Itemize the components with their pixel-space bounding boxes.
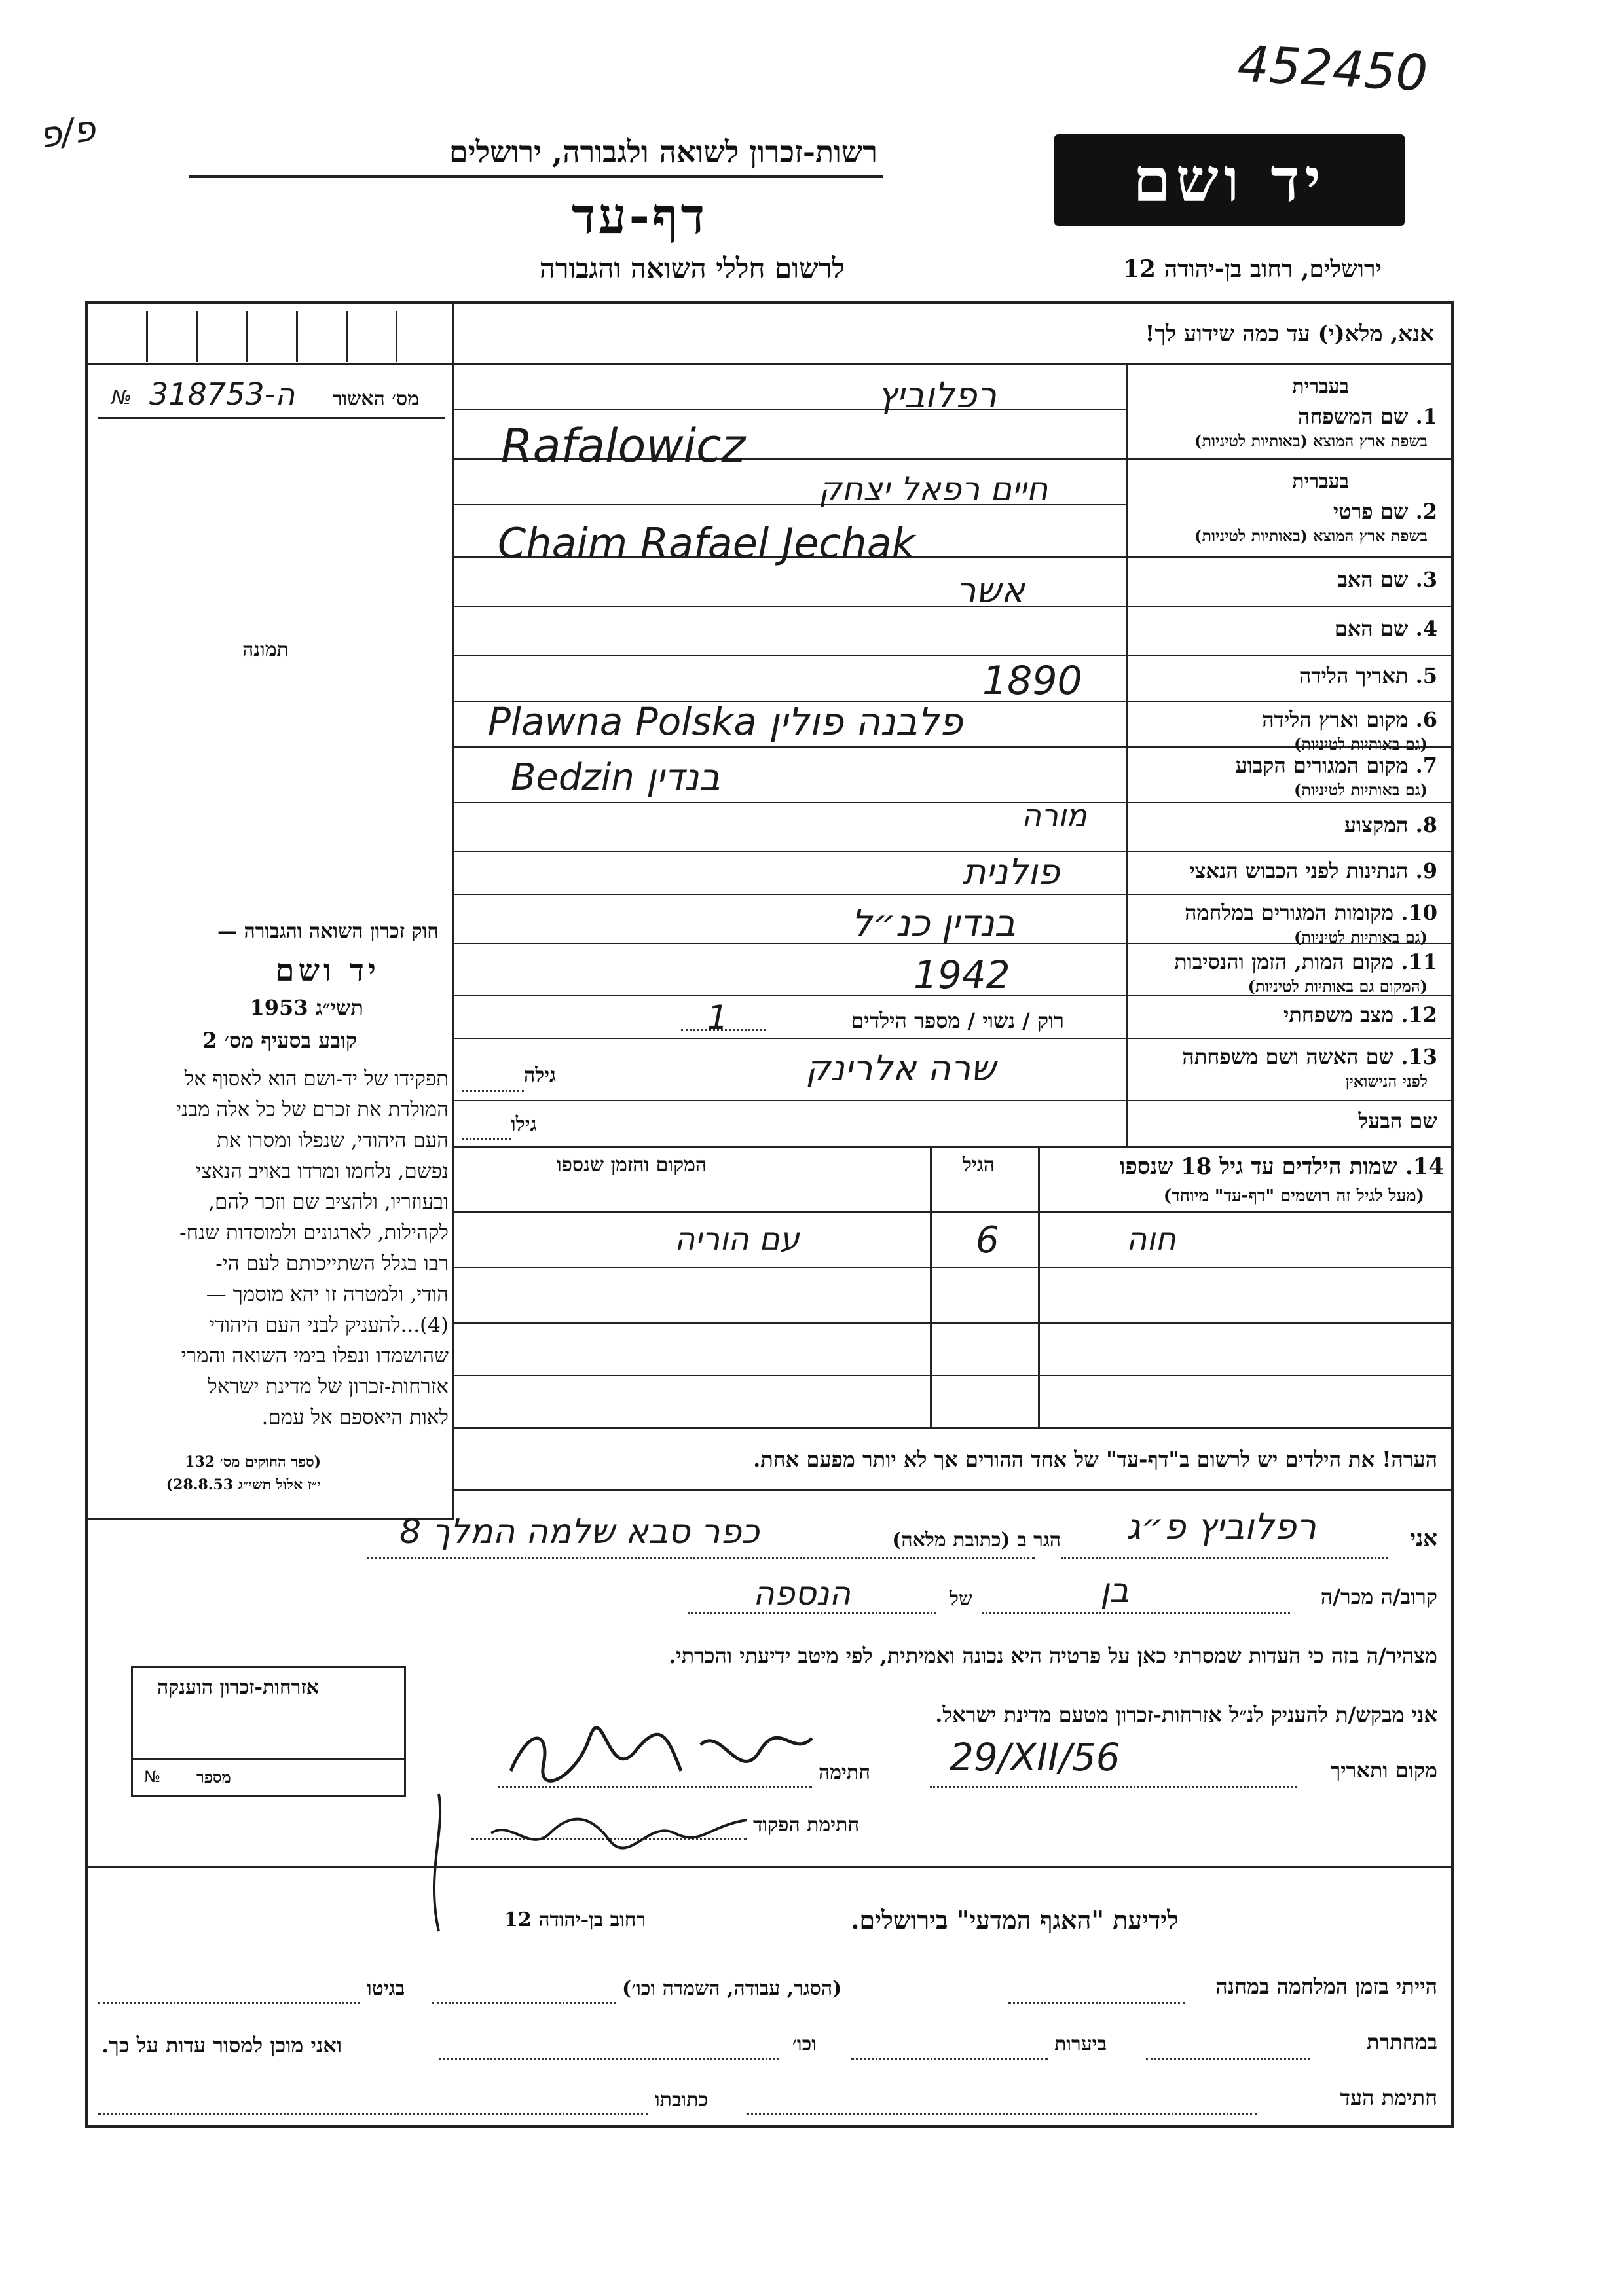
field-sublabel: בשפת ארץ המוצא (באותיות לטיניות) (1194, 431, 1428, 450)
law-line: העם היהודי, שנפלו ומסרו את (216, 1129, 449, 1152)
witness-address-line (98, 2113, 648, 2115)
marital-status-options: רוק / נשוי / מספר הילדים (851, 1008, 1064, 1033)
camp-line-label (1215, 1974, 1437, 1999)
law-line: רבו בגלל השתייכותם לעם הי- (215, 1252, 449, 1275)
field-sublabel: (המקום גם באותיות לטיניות) (1247, 977, 1428, 996)
surname-latin[interactable]: Rafalowicz (501, 419, 746, 473)
children-top-line (452, 1146, 1454, 1148)
wife-name[interactable]: שרה אלרינק (805, 1048, 996, 1089)
field-row-line (452, 894, 1454, 895)
field-sub-line (452, 409, 1126, 410)
surname-hebrew[interactable]: רפלוביץ (877, 374, 997, 416)
approval-box-strip (98, 311, 445, 362)
field-label: 2. שם פרטי (1333, 499, 1437, 524)
ghetto-label: בגיטו (367, 1977, 405, 2000)
law-line: נפשם, נלחמו ומרדו באויב הנאצי (196, 1159, 449, 1183)
citizenship-request: אני מבקש/ת להעניק לנ״ל אזרחות-זכרון מטעם מדינת ישראל. (935, 1702, 1437, 1727)
field-row-line (452, 1100, 1454, 1101)
logo-text: יד ושם (1133, 145, 1326, 215)
relative-label: קרוב/ה מכר/ה (1320, 1584, 1437, 1609)
underground-label: במחתרת (1366, 2030, 1437, 2054)
fill-notice: אנא, מלא(י) עד כמה שידוע לך! (1145, 321, 1434, 347)
children-row-line-2 (452, 1322, 1454, 1324)
field-sublabel: (גם באותיות לטיניות) (1293, 735, 1428, 754)
law-line: תפקידו של יד-ושם הוא לאסוף אל (184, 1067, 449, 1091)
law-line: ובעוזריו, ולהציב שם וזכר להם, (208, 1190, 449, 1214)
age-column-header: הגיל (963, 1154, 995, 1176)
law-ref-1: (ספר החוקים מס׳ 132 (185, 1453, 321, 1470)
corner-mark: פ/פ (37, 107, 98, 156)
birth-place[interactable]: Plawna Polska פלבנה פולין (488, 699, 963, 744)
profession[interactable]: מורה (1022, 797, 1087, 833)
children-count-line (681, 1029, 766, 1031)
relation-line (982, 1612, 1290, 1614)
field-label: 8. המקצוע (1344, 812, 1437, 837)
child-place[interactable]: עם הוריה (674, 1221, 800, 1258)
firstname-hebrew[interactable]: חיים רפאל יצחק (819, 470, 1048, 508)
children-sub: (מעל לגיל זה רושמים "דף-עד" מיוחד) (1163, 1186, 1424, 1206)
declarant-name[interactable]: רפלוביץ פ״ג (1126, 1506, 1316, 1547)
granted-box-divider (131, 1758, 406, 1760)
law-line: לקהילות, לארגונים ולמוסדות שנח- (179, 1221, 449, 1245)
field-sublabel: לפני הנישואין (1345, 1072, 1428, 1091)
field-row-line (452, 606, 1454, 607)
law-line: לאות היאספם אל עמם. (261, 1406, 449, 1429)
camp-label: הייתי בזמן המלחמה במחנה (1215, 1974, 1437, 1999)
nationality[interactable]: פולנית (963, 851, 1060, 892)
children-header-line (452, 1211, 1454, 1213)
place-date-label: מקום ותאריך (1330, 1758, 1437, 1783)
father-name[interactable]: אשר (956, 570, 1025, 611)
law-box-bottom (85, 1518, 454, 1520)
label-column-border (1126, 363, 1128, 1146)
children-label (1120, 1154, 1444, 1180)
children-title: שמות הילדים עד גיל 18 שנספו (1119, 1154, 1397, 1180)
husband-age-label: גילו (511, 1113, 537, 1136)
approval-label: מס׳ האשור (332, 388, 419, 410)
note-bottom-line (452, 1489, 1454, 1491)
child-name[interactable]: חוה (1126, 1221, 1176, 1258)
yad-vashem-logo (1054, 134, 1405, 226)
field-row-line (452, 1038, 1454, 1039)
etc-label: וכו׳ (792, 2033, 817, 2056)
law-line: (4)...להעניק לבני העם היהודי (210, 1313, 449, 1337)
place-column-header: המקום והזמן שנספו (557, 1154, 707, 1176)
witness-address-label: כתובתו (655, 2088, 709, 2111)
law-line: אזרחות-זכרון של מדינת ישראל (208, 1375, 449, 1398)
field-row-line (452, 655, 1454, 656)
field-sublabel: בשפת ארץ המוצא (באותיות לטיניות) (1194, 526, 1428, 545)
camp-type-line (432, 2002, 616, 2004)
wife-age-label: גילה (524, 1064, 557, 1087)
husband-age-line (462, 1138, 511, 1140)
residence[interactable]: Bedzin בנדין (511, 756, 720, 799)
child-age[interactable]: 6 (976, 1219, 999, 1262)
note-top-line (452, 1427, 1454, 1429)
footer-notice-text: לידיעת "האגף המדעי" בירושלים. (851, 1905, 1179, 1935)
birth-date[interactable]: 1890 (982, 658, 1082, 704)
approval-number[interactable]: 318753-ה (149, 376, 295, 412)
law-clause: קובע בסעיף מס׳ 2 (202, 1028, 357, 1053)
declaration-statement: מצהיר/ה בזה כי העדות שמסרתי כאן על פרטיה היא נכונה ואמיתית, לפי מיטב ידיעתי והכרתי. (669, 1643, 1437, 1668)
camp-types: (הסגר, עבודה, השמדה וכו׳) (622, 1977, 842, 2000)
firstname-latin[interactable]: Chaim Rafael Jechak (498, 519, 915, 567)
archive-number: 452450 (1236, 34, 1430, 103)
wife-age-line (462, 1090, 524, 1092)
granted-no-label: № (144, 1768, 160, 1786)
form-frame (85, 301, 1454, 2128)
law-year: תשי״ג 1953 (249, 995, 363, 1020)
field-label: 4. שם האם (1334, 615, 1437, 641)
left-column-border (452, 301, 454, 1519)
field-label: 3. שם האב (1337, 566, 1437, 592)
camp-line (1008, 2002, 1185, 2004)
declaration-date[interactable]: 29/XII/56 (950, 1735, 1120, 1779)
field-row-line (452, 802, 1454, 803)
header-underline (189, 175, 883, 178)
of-label: של (950, 1588, 973, 1611)
header-address: ירושלים, רחוב בן-יהודה 12 (1122, 255, 1382, 283)
field-sublabel: (גם באותיות לטיניות) (1293, 780, 1428, 799)
forests-label: ביערות (1054, 2033, 1107, 2056)
address-line (367, 1557, 1035, 1559)
signature-label: חתימה (819, 1761, 870, 1784)
granted-box-title: אזרחות-זכרון הוענקה (157, 1676, 320, 1699)
field-label: 1. שם המשפחה (1297, 404, 1437, 429)
children-col-divider-2 (930, 1146, 932, 1427)
law-ref-2: י״ז אלול תשי״ג 28.8.53) (166, 1476, 321, 1493)
field-label: 12. מצב משפחתי (1283, 1002, 1437, 1027)
children-row-line-1 (452, 1267, 1454, 1268)
children-count[interactable]: 1 (707, 998, 728, 1036)
field-label: 9. הנתינות לפני הכבוש הנאצי (1189, 858, 1437, 883)
witness-signature-line (747, 2113, 1257, 2115)
footer-address: רחוב בן-יהודה 12 (504, 1908, 646, 1931)
residing-label: הגר ב (כתובת מלאה) (892, 1529, 1061, 1552)
notice-bottom-line (85, 363, 1454, 365)
field-label: 7. מקום המגורים הקבוע (1235, 753, 1437, 778)
field-label: 10. מקומות המגורים במלחמה (1185, 900, 1437, 925)
approval-no-prefix: № (111, 386, 132, 409)
field-label: שם הבעל (1358, 1108, 1437, 1133)
of-value[interactable]: הנספה (753, 1575, 851, 1613)
form-subtitle: לרשום חללי השואה והגבורה (539, 252, 845, 284)
footer-notice (851, 1905, 1179, 1935)
testify-statement: ואני מוכן למסור עדות על כך. (101, 2033, 342, 2058)
witness-signature-label: חתימת העד (1340, 2085, 1437, 2110)
granted-number-label: מספר (196, 1768, 231, 1787)
war-residence[interactable]: בנדין כנ״ל (851, 902, 1016, 945)
etc-line (439, 2058, 779, 2060)
field-sublabel: (גם באותיות לטיניות) (1293, 928, 1428, 947)
authority-title: רשות-זכרון לשואה ולגבורה, ירושלים (449, 134, 877, 170)
hebrew-tag: בעברית (1292, 375, 1349, 398)
law-heading: חוק זכרון השואה והגבורה — (217, 920, 439, 943)
children-col-divider-1 (1038, 1146, 1040, 1427)
law-line: הודי, ולמטרה זו יהא מוסמך — (206, 1283, 449, 1306)
date-line (930, 1786, 1297, 1788)
ani-line (1061, 1557, 1388, 1559)
field-label: 6. מקום וארץ הלידה (1262, 707, 1437, 732)
relation-value[interactable]: בן (1100, 1571, 1130, 1611)
children-note: הערה! את הילדים יש לרשום ב"דף-עד" של אחד ההורים אך לא יותר מפעם אחת. (753, 1447, 1437, 1472)
ani-label: אני (1410, 1525, 1437, 1552)
ghetto-line (98, 2002, 360, 2004)
law-line: המולדת את זכרם של כל אלה מבני (175, 1098, 449, 1121)
law-logo: יד ושם (275, 953, 380, 988)
death-year[interactable]: 1942 (913, 953, 1010, 997)
official-signature-label: חתימת הפקוד (753, 1813, 860, 1836)
declarant-address[interactable]: כפר סבא שלמה המלך 8 (399, 1512, 760, 1552)
form-title: דף-עד (571, 187, 707, 245)
field-label: 5. תאריך הלידה (1299, 663, 1437, 688)
footer-top-line (85, 1866, 1454, 1868)
underground-line (1146, 2058, 1310, 2060)
field-label: 11. מקום המות, הזמן והנסיבות (1174, 949, 1437, 974)
law-line: שהושמדו ונפלו בימי השואה והמרי (181, 1344, 449, 1368)
forests-line (851, 2058, 1048, 2060)
field-label: 13. שם האשה ושם משפחתה (1182, 1044, 1437, 1069)
children-num: 14. (1405, 1154, 1444, 1180)
hebrew-tag: בעברית (1292, 470, 1349, 493)
children-row-line-3 (452, 1375, 1454, 1376)
field-row-line (452, 851, 1454, 852)
photo-label: תמונה (242, 638, 289, 661)
